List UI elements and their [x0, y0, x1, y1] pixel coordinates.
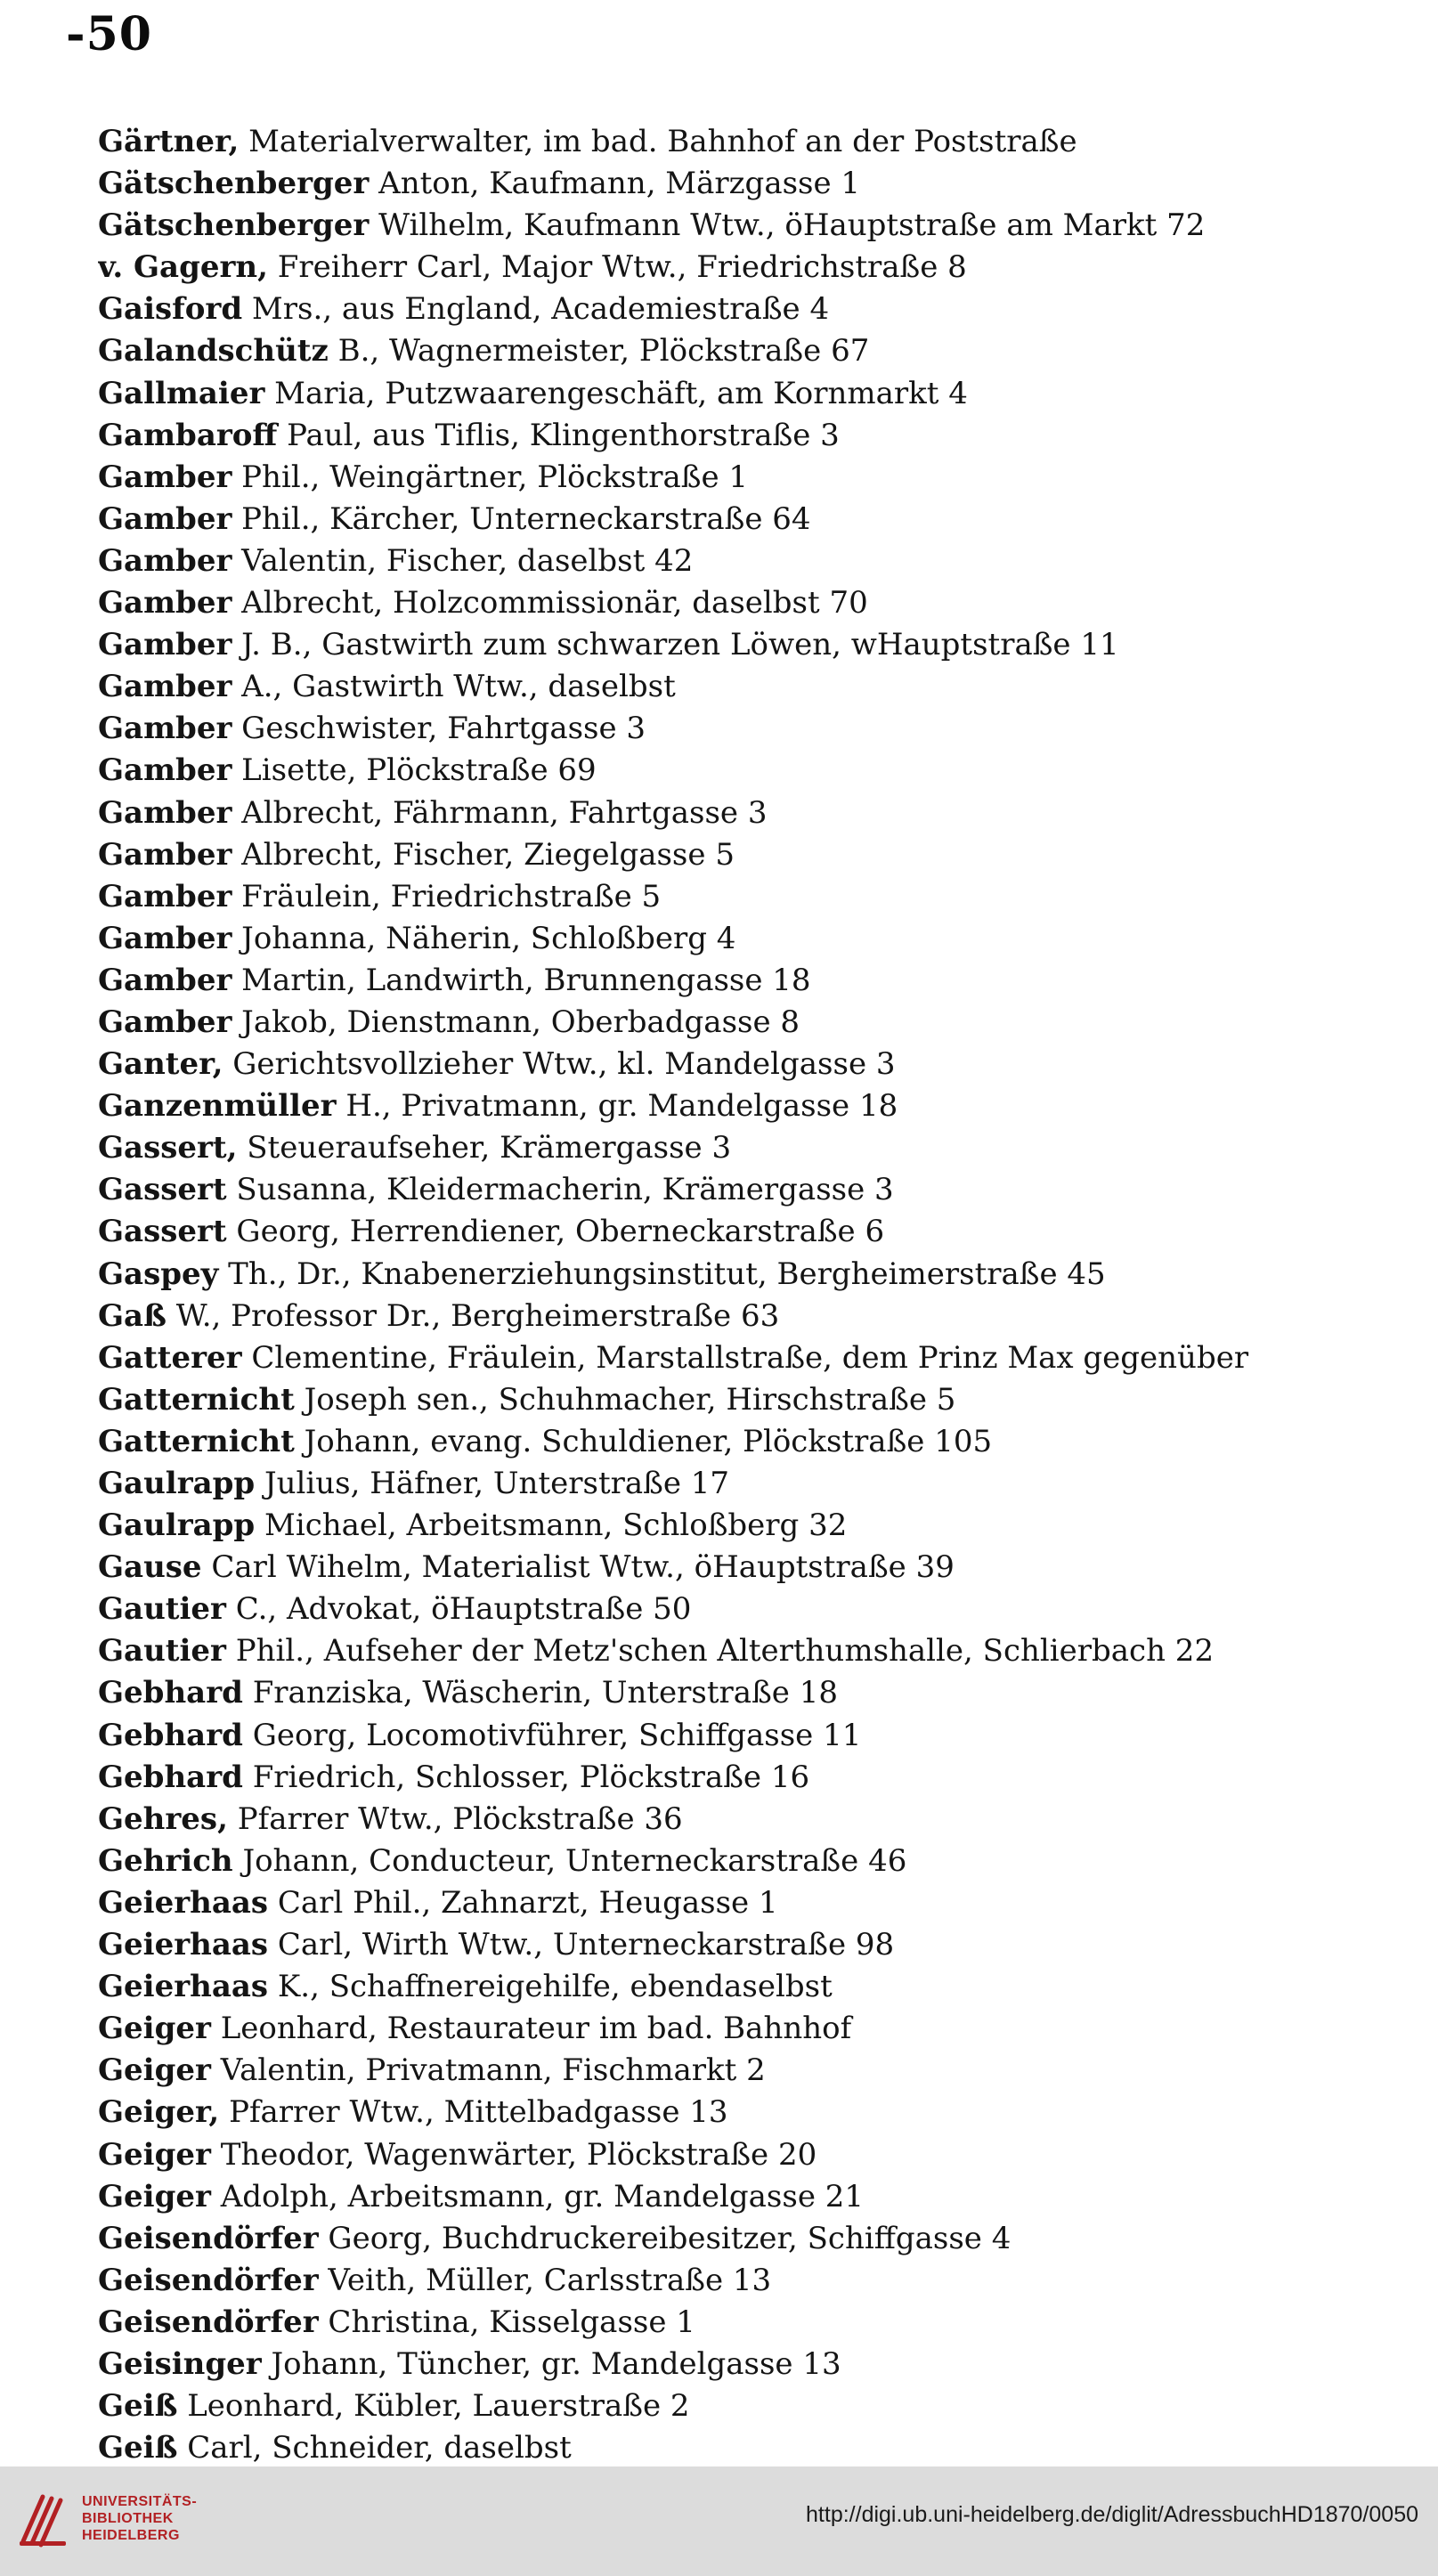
entry-details: Christina, Kisselgasse 1 — [318, 2304, 695, 2340]
entry-details: Materialverwalter, im bad. Bahnhof an der Poststraße — [239, 124, 1077, 159]
entry-surname: Geierhaas — [98, 1927, 269, 1963]
entry-surname: Ganter, — [98, 1046, 223, 1083]
entry-surname: Geierhaas — [98, 1969, 269, 2005]
entry-surname: Gallmaier — [98, 375, 265, 411]
address-entry — [98, 1169, 1416, 1211]
address-entry — [98, 1841, 1416, 1882]
address-entry — [98, 1002, 1416, 1044]
address-entry — [98, 1757, 1416, 1799]
entry-surname: Gehrich — [98, 1842, 233, 1879]
entry-surname: Geiß — [98, 2388, 178, 2425]
entry-details: Albrecht, Fährmann, Fahrtgasse 3 — [232, 794, 768, 831]
address-entry — [98, 457, 1416, 499]
entry-details: Steueraufseher, Krämergasse 3 — [237, 1130, 732, 1166]
entry-surname: Geiger, — [98, 2094, 220, 2131]
address-entry — [98, 2218, 1416, 2260]
entry-surname: Gamber — [98, 542, 232, 579]
address-entry — [98, 1085, 1416, 1127]
entry-surname: Galandschütz — [98, 333, 329, 370]
address-entry — [98, 750, 1416, 792]
entry-details: Th., Dr., Knabenerziehungsinstitut, Bergheimerstraße 45 — [218, 1255, 1106, 1292]
entry-surname: Gamber — [98, 962, 232, 998]
entry-details: C., Advokat, öHauptstraße 50 — [225, 1591, 692, 1628]
entry-details: Pfarrer Wtw., Plöckstraße 36 — [227, 1800, 683, 1837]
address-entry — [98, 1463, 1416, 1505]
entry-details: Susanna, Kleidermacherin, Krämergasse 3 — [226, 1172, 894, 1208]
entry-details: Veith, Müller, Carlsstraße 13 — [318, 2262, 772, 2298]
address-entry — [98, 1882, 1416, 1924]
entry-surname: Gatternicht — [98, 1381, 295, 1418]
address-entry — [98, 499, 1416, 540]
entry-surname: Gebhard — [98, 1759, 243, 1795]
address-entry — [98, 1589, 1416, 1630]
viewer-footer — [0, 2466, 1438, 2576]
page-number: -50 — [66, 7, 152, 61]
entry-surname: Geiger — [98, 2011, 211, 2047]
address-entry — [98, 2260, 1416, 2302]
address-entry — [98, 708, 1416, 750]
address-entry — [98, 2344, 1416, 2385]
entry-details: Wilhelm, Kaufmann Wtw., öHauptstraße am Markt 72 — [369, 207, 1206, 244]
entry-surname: Gaisford — [98, 291, 243, 328]
entry-surname: Geisendörfer — [98, 2262, 319, 2298]
entry-details: Phil., Aufseher der Metz'schen Alterthumshalle, Schlierbach 22 — [225, 1633, 1215, 1670]
entry-details: Albrecht, Holzcommissionär, daselbst 70 — [232, 585, 868, 622]
address-entry — [98, 1966, 1416, 2008]
entry-surname: Geisinger — [98, 2345, 262, 2382]
entry-surname: Gamber — [98, 585, 232, 622]
entry-details: Georg, Buchdruckereibesitzer, Schiffgasse 4 — [318, 2220, 1011, 2256]
address-entry — [98, 918, 1416, 960]
address-entry — [98, 1505, 1416, 1547]
entry-details: Johanna, Näherin, Schloßberg 4 — [232, 920, 736, 956]
entry-details: Clementine, Fräulein, Marstallstraße, dem Prinz Max gegenüber — [241, 1339, 1249, 1376]
address-entry — [98, 582, 1416, 624]
entry-surname: Gamber — [98, 920, 232, 956]
address-entry — [98, 2427, 1416, 2469]
entry-details: K., Schaffnereigehilfe, ebendaselbst — [268, 1969, 833, 2005]
entry-details: Julius, Häfner, Unterstraße 17 — [255, 1466, 730, 1501]
entry-surname: Gamber — [98, 711, 232, 747]
entry-details: Carl, Schneider, daselbst — [177, 2430, 572, 2466]
entry-surname: Gätschenberger — [98, 166, 370, 202]
library-name-line2: BIBLIOTHEK — [82, 2511, 174, 2526]
entry-surname: Ganzenmüller — [98, 1088, 337, 1125]
entry-surname: Gebhard — [98, 1717, 243, 1753]
address-entry — [98, 2302, 1416, 2344]
address-entries-list — [98, 121, 1416, 2469]
address-entry — [98, 1421, 1416, 1463]
entry-surname: Gamber — [98, 878, 232, 914]
entry-details: Georg, Herrendiener, Oberneckarstraße 6 — [226, 1214, 885, 1250]
entry-details: Franziska, Wäscherin, Unterstraße 18 — [242, 1675, 838, 1711]
entry-surname: Gambaroff — [98, 417, 278, 453]
entry-details: B., Wagnermeister, Plöckstraße 67 — [328, 333, 870, 370]
address-entry — [98, 1672, 1416, 1714]
address-entry — [98, 373, 1416, 415]
address-entry — [98, 540, 1416, 582]
entry-details: Paul, aus Tiflis, Klingenthorstraße 3 — [277, 417, 840, 453]
address-entry — [98, 624, 1416, 666]
entry-surname: Gehres, — [98, 1800, 228, 1837]
permalink-url[interactable]: http://digi.ub.uni-heidelberg.de/diglit/AdressbuchHD1870/0050 — [806, 2502, 1418, 2527]
library-name-line3: HEIDELBERG — [82, 2528, 180, 2543]
entry-details: Carl Phil., Zahnarzt, Heugasse 1 — [268, 1884, 778, 1921]
entry-details: Johann, Conducteur, Unterneckarstraße 46 — [232, 1842, 907, 1879]
entry-surname: Gause — [98, 1549, 202, 1586]
entry-details: W., Professor Dr., Bergheimerstraße 63 — [166, 1297, 780, 1334]
entry-details: Johann, Tüncher, gr. Mandelgasse 13 — [261, 2345, 841, 2382]
entry-surname: Gassert, — [98, 1130, 238, 1166]
entry-details: Leonhard, Restaurateur im bad. Bahnhof — [210, 2011, 852, 2047]
address-entry — [98, 876, 1416, 918]
entry-surname: Gamber — [98, 1004, 232, 1040]
entry-surname: Gaß — [98, 1297, 167, 1334]
library-name-line1: UNIVERSITÄTS- — [82, 2494, 198, 2509]
address-entry — [98, 415, 1416, 457]
address-entry — [98, 1547, 1416, 1589]
entry-details: Phil., Weingärtner, Plöckstraße 1 — [232, 459, 749, 495]
library-name[interactable] — [82, 2493, 197, 2544]
address-entry — [98, 1379, 1416, 1421]
address-entry — [98, 205, 1416, 247]
address-entry — [98, 163, 1416, 205]
entry-details: Leonhard, Kübler, Lauerstraße 2 — [177, 2388, 690, 2425]
entry-details: Maria, Putzwaarengeschäft, am Kornmarkt 4 — [264, 375, 968, 411]
entry-surname: Geisendörfer — [98, 2304, 319, 2340]
entry-details: Valentin, Privatmann, Fischmarkt 2 — [210, 2052, 766, 2089]
entry-surname: Geierhaas — [98, 1884, 269, 1921]
entry-details: Martin, Landwirth, Brunnengasse 18 — [232, 962, 811, 998]
entry-surname: Gassert — [98, 1214, 227, 1250]
address-entry — [98, 2134, 1416, 2176]
address-entry — [98, 288, 1416, 330]
address-entry — [98, 2176, 1416, 2218]
entry-surname: Gärtner, — [98, 124, 240, 159]
address-entry — [98, 1127, 1416, 1169]
address-entry — [98, 1254, 1416, 1296]
address-entry — [98, 666, 1416, 708]
address-entry — [98, 1044, 1416, 1085]
address-entry — [98, 2008, 1416, 2050]
entry-details: Michael, Arbeitsmann, Schloßberg 32 — [255, 1507, 848, 1544]
entry-details: Joseph sen., Schuhmacher, Hirschstraße 5 — [294, 1381, 956, 1418]
entry-details: Lisette, Plöckstraße 69 — [232, 752, 597, 789]
entry-surname: Geiger — [98, 2178, 211, 2214]
entry-surname: Gassert — [98, 1172, 227, 1208]
entry-details: Johann, evang. Schuldiener, Plöckstraße 105 — [294, 1423, 993, 1459]
entry-details: Gerichtsvollzieher Wtw., kl. Mandelgasse 3 — [223, 1046, 896, 1083]
address-entry — [98, 121, 1416, 163]
address-entry — [98, 2050, 1416, 2092]
university-library-logo-icon[interactable] — [16, 2486, 73, 2548]
entry-details: Georg, Locomotivführer, Schiffgasse 11 — [242, 1717, 862, 1753]
address-entry — [98, 330, 1416, 372]
entry-surname: Geiger — [98, 2052, 211, 2089]
entry-details: J. B., Gastwirth zum schwarzen Löwen, wHauptstraße 11 — [232, 627, 1119, 663]
entry-surname: Gautier — [98, 1591, 226, 1628]
entry-details: Jakob, Dienstmann, Oberbadgasse 8 — [232, 1004, 800, 1040]
entry-surname: Gamber — [98, 627, 232, 663]
entry-details: Carl Wihelm, Materialist Wtw., öHauptstraße 39 — [201, 1549, 955, 1586]
entry-surname: Gaulrapp — [98, 1466, 256, 1501]
address-entry — [98, 1924, 1416, 1966]
entry-details: Anton, Kaufmann, Märzgasse 1 — [369, 166, 861, 202]
entry-details: Geschwister, Fahrtgasse 3 — [232, 711, 646, 747]
entry-surname: Geiger — [98, 2136, 211, 2173]
entry-details: Theodor, Wagenwärter, Plöckstraße 20 — [210, 2136, 817, 2173]
address-entry — [98, 792, 1416, 834]
address-entry — [98, 834, 1416, 876]
entry-surname: Gamber — [98, 794, 232, 831]
address-entry — [98, 1211, 1416, 1253]
entry-surname: Gamber — [98, 500, 232, 537]
address-entry — [98, 1337, 1416, 1379]
entry-surname: Gamber — [98, 669, 232, 705]
entry-details: Friedrich, Schlosser, Plöckstraße 16 — [242, 1759, 810, 1795]
entry-details: Valentin, Fischer, daselbst 42 — [232, 542, 694, 579]
entry-surname: Gaspey — [98, 1255, 219, 1292]
entry-details: H., Privatmann, gr. Mandelgasse 18 — [336, 1088, 898, 1125]
address-entry — [98, 247, 1416, 288]
entry-surname: v. Gagern, — [98, 249, 268, 286]
entry-details: Pfarrer Wtw., Mittelbadgasse 13 — [219, 2094, 728, 2131]
entry-surname: Gatternicht — [98, 1423, 295, 1459]
entry-details: Adolph, Arbeitsmann, gr. Mandelgasse 21 — [210, 2178, 865, 2214]
entry-surname: Gätschenberger — [98, 207, 370, 244]
entry-surname: Gamber — [98, 459, 232, 495]
address-entry — [98, 1799, 1416, 1841]
address-entry — [98, 2092, 1416, 2133]
entry-details: Carl, Wirth Wtw., Unterneckarstraße 98 — [268, 1927, 895, 1963]
entry-surname: Gatterer — [98, 1339, 242, 1376]
entry-details: Fräulein, Friedrichstraße 5 — [232, 878, 662, 914]
entry-details: Phil., Kärcher, Unterneckarstraße 64 — [232, 500, 811, 537]
address-entry — [98, 1715, 1416, 1757]
address-entry — [98, 1630, 1416, 1672]
entry-surname: Gebhard — [98, 1675, 243, 1711]
entry-surname: Gamber — [98, 752, 232, 789]
address-entry — [98, 960, 1416, 1002]
address-entry — [98, 1296, 1416, 1337]
entry-details: Albrecht, Fischer, Ziegelgasse 5 — [232, 836, 735, 873]
entry-details: Mrs., aus England, Academiestraße 4 — [242, 291, 830, 328]
entry-details: Freiherr Carl, Major Wtw., Friedrichstraße 8 — [267, 249, 967, 286]
entry-surname: Geiß — [98, 2430, 178, 2466]
entry-details: A., Gastwirth Wtw., daselbst — [232, 669, 676, 705]
entry-surname: Gamber — [98, 836, 232, 873]
entry-surname: Gautier — [98, 1633, 226, 1670]
entry-surname: Geisendörfer — [98, 2220, 319, 2256]
address-entry — [98, 2385, 1416, 2427]
entry-surname: Gaulrapp — [98, 1507, 256, 1544]
